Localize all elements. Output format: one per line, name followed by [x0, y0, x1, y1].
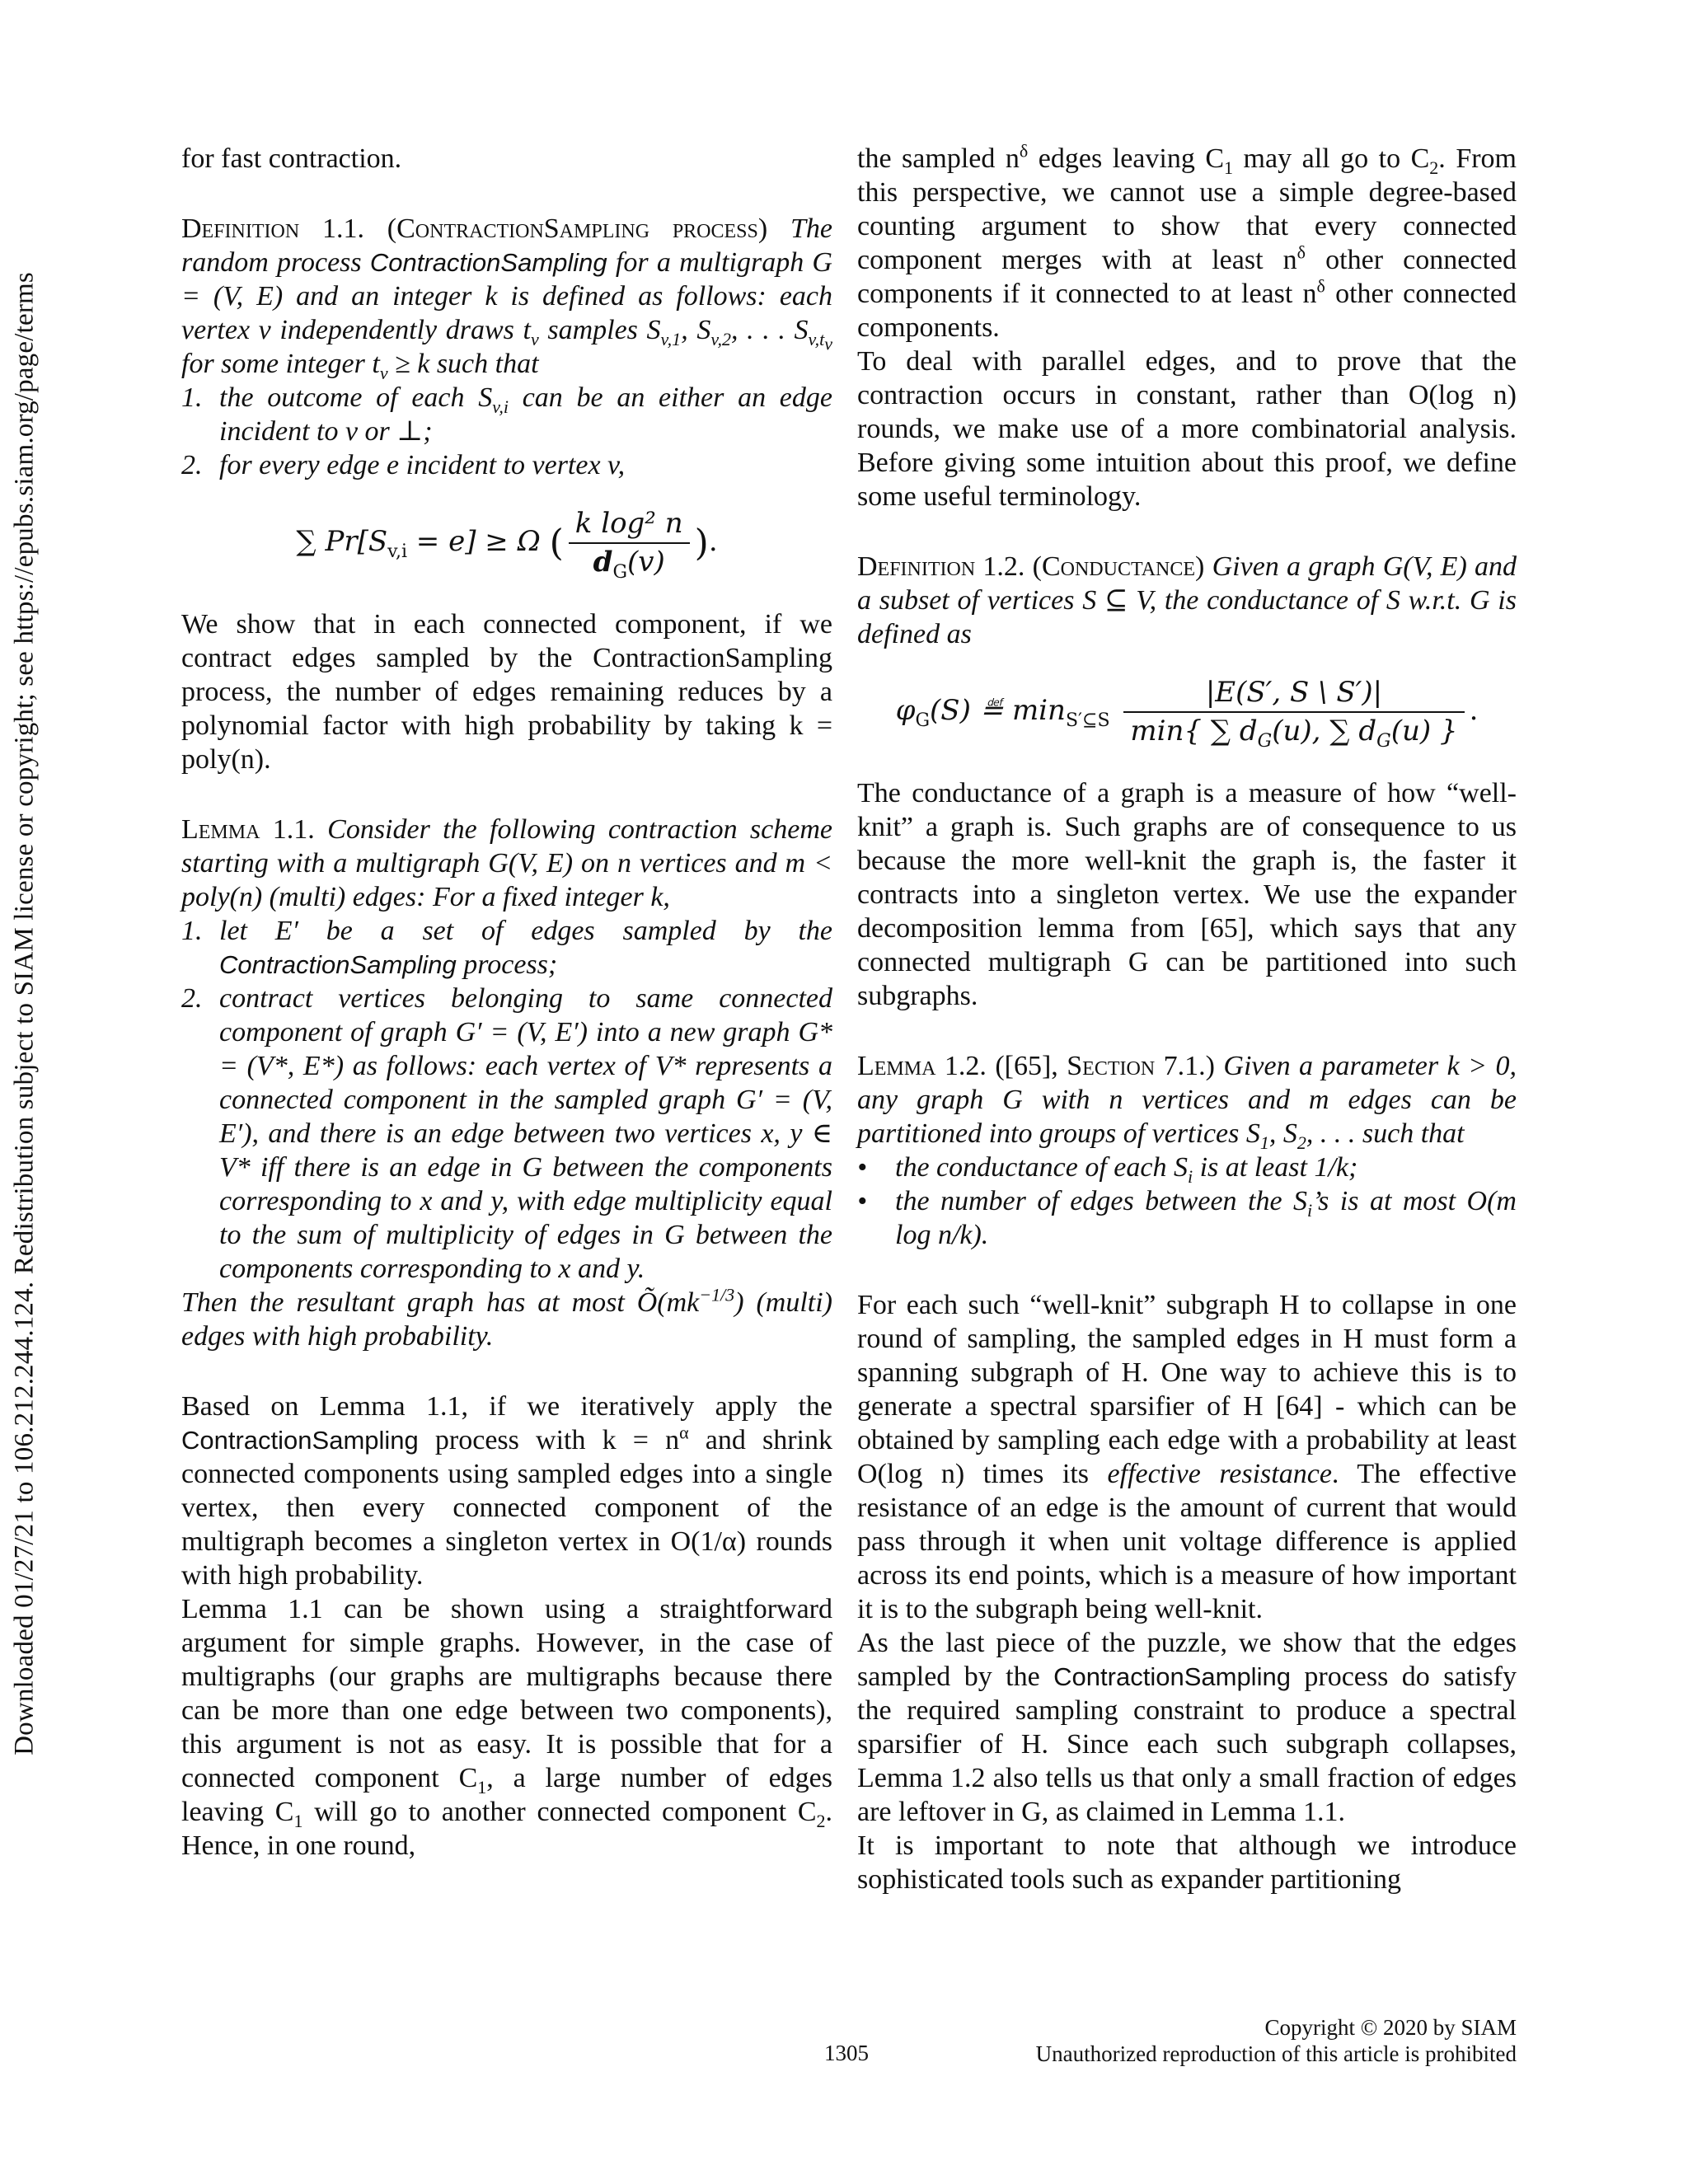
- list-item: 2. for every edge e incident to vertex v,: [181, 450, 626, 480]
- paragraph: To deal with parallel edges, and to prove that the contraction occurs in constant, rather than O(log n) rounds, we make use of a more combinatorial analysis. Before giving some intuition about this proof, we define some useful terminology.: [857, 346, 1517, 512]
- list-item: 2. contract vertices belonging to same connected component of graph G′ = (V, E′) into a new graph G* = (V*, E*) as follows: each vertex of V* represents a connected component in the sampled graph G′ = (V, E′), and there is an edge between two vertices x, y ∈ V* iff there is an edge in G between the components corresponding to x and y, with edge multiplicity equal to the sum of multiplicity of edges in G between the components corresponding to x and y.: [181, 983, 832, 1284]
- paragraph: Lemma 1.1 can be shown using a straightforward argument for simple graphs. However, in the case of multigraphs (our graphs are multigraphs because there can be more than one edge between two components), this argument is not as easy. It is possible that for a connected component $C_1$, a large number of edges leaving $C_1$ will go to another connected component $C_2$. Hence, in one round,: [181, 1594, 832, 1861]
- list-item: 1. the outcome of each $S_{v,i}$ can be an either an edge incident to v or ⊥;: [181, 382, 832, 447]
- reproduction-notice: Unauthorized reproduction of this article is prohibited: [1035, 2041, 1517, 2066]
- intro-text: for fast contraction.: [181, 143, 402, 174]
- lemma-1-2: [857, 1049, 1517, 1252]
- definition-1-2-text: Given a graph G(V, E) and a subset of vertices S ⊆ V, the conductance of S w.r.t. G is defined as: [857, 551, 1517, 649]
- lemma-1-1-list: [181, 914, 832, 1286]
- conductance-formula: $\varphi_G(S)$ ≝ $\min_{S'⊆S}$ $\frac{|E(S', S \backslash S')|}{\min\{ \sum d_G(u), \sum d_G(u) \}}$ .: [895, 676, 1479, 752]
- paragraph: It is important to note that although we introduce sophisticated tools such as expander partitioning: [857, 1830, 1517, 1895]
- list-item: • the conductance of each $S_i$ is at least 1/k;: [857, 1152, 1358, 1187]
- lemma-1-1-label: Lemma 1.1.: [181, 814, 315, 845]
- definition-1-1-text: The random process ContractionSampling for a multigraph G = (V, E) and an integer k is defined as follows: each vertex v independently draws $t_v$ samples $S_{v,1}$, $S_{v,2}$, . . . $S_{v,t_v}$ for some integer $t_v \ge k$ such that: [181, 213, 833, 383]
- paragraph: We show that in each connected component, if we contract edges sampled by the ContractionSampling process, the number of edges remaining reduces by a polynomial factor with high probability by taking k = poly(n).: [181, 609, 832, 775]
- list-item: • the number of edges between the $S_i’s$ is at most O(m log n/k).: [857, 1186, 1517, 1250]
- definition-1-2-label: Definition 1.2. (Conductance): [857, 551, 1205, 582]
- copyright-footer: [1036, 2014, 1517, 2067]
- left-column: [181, 142, 832, 1863]
- paragraph: The conductance of a graph is a measure of how “well-knit” a graph is. Such graphs are of consequence to us because the more well-knit the graph is, the faster it contracts into a singleton vertex. We use the expander decomposition lemma from [65], which says that any connected multigraph G can be partitioned into such subgraphs.: [857, 778, 1517, 1011]
- sampling-probability-formula: ∑ $Pr[S_{v,i} = e] \ge \Omega$ ( $\frac{\text{k log² n}}{d_G(v)}$ ).: [296, 507, 718, 583]
- paragraph: Based on Lemma 1.1, if we iteratively apply the ContractionSampling process with $k = n^\alpha$ and shrink connected components using sampled edges into a single vertex, then every connected component of the multigraph becomes a singleton vertex in O(1/α) rounds with high probability.: [181, 1391, 833, 1591]
- definition-1-1-list: [181, 381, 832, 482]
- paragraph: the sampled $n^\delta$ edges leaving $C_1$ may all go to $C_2$. From this perspective, we cannot use a simple degree-based counting argument to show that every connected component merges with at least $n^\delta$ other connected components if it connected to at least $n^\delta$ other connected components.: [857, 140, 1517, 343]
- right-column: [857, 142, 1517, 1896]
- lemma-1-1-text: Consider the following contraction scheme starting with a multigraph G(V, E) on n vertices and m < poly(n) (multi) edges: For a fixed integer k,: [181, 814, 832, 912]
- copyright-line: Copyright © 2020 by SIAM: [1264, 2015, 1517, 2040]
- download-notice-sidebar: [0, 0, 49, 2184]
- lemma-1-2-text: Given a parameter k > 0, any graph G with n vertices and m edges can be partitioned into groups of vertices $S_1$, $S_2$, . . . such that: [857, 1051, 1517, 1153]
- lemma-1-1: [181, 813, 832, 1353]
- definition-1-1: [181, 212, 832, 482]
- paragraph: For each such “well-knit” subgraph H to collapse in one round of sampling, the sampled edges in H must form a spanning subgraph of H. One way to achieve this is to generate a spectral sparsifier of H [64] - which can be obtained by sampling each edge with a probability at least O(log n) times its effective resistance. The effective resistance of an edge is the amount of current that would pass through it when unit voltage difference is applied across its end points, which is a measure of how important it is to the subgraph being well-knit.: [857, 1290, 1517, 1624]
- lemma-1-2-list: [857, 1151, 1517, 1252]
- paragraph: As the last piece of the puzzle, we show that the edges sampled by the ContractionSampling process do satisfy the required sampling constraint to produce a spectral sparsifier of H. Since each such subgraph collapses, Lemma 1.2 also tells us that only a small fraction of edges are leftover in G, as claimed in Lemma 1.1.: [857, 1628, 1517, 1827]
- download-notice-text: Downloaded 01/27/21 to 106.212.244.124. Redistribution subject to SIAM license or copyright; see https://epubs.siam.org/page/terms: [9, 272, 40, 1755]
- definition-1-1-label: Definition 1.1. (ContractionSampling process): [181, 213, 768, 244]
- lemma-1-2-label: Lemma 1.2. ([65], Section 7.1.): [857, 1051, 1215, 1081]
- page-number: 1305: [824, 2041, 869, 2065]
- definition-1-2: [857, 550, 1517, 651]
- list-item: 1. let E′ be a set of edges sampled by the ContractionSampling process;: [181, 916, 832, 980]
- lemma-1-1-conclusion: Then the resultant graph has at most $Õ(mk^{-1/3})$ (multi) edges with high probability.: [181, 1284, 832, 1352]
